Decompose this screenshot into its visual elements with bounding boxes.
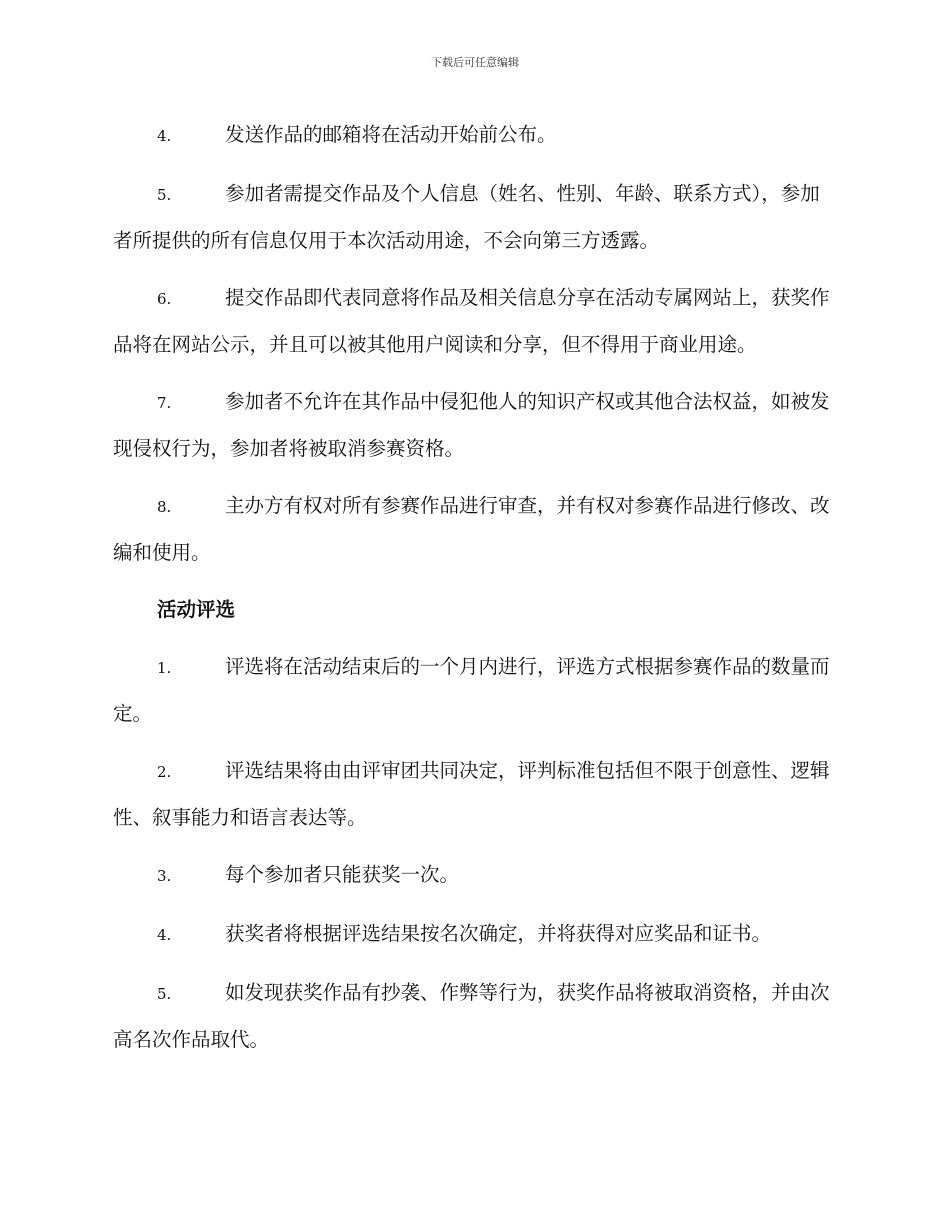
list-item xyxy=(113,970,835,1062)
item-number: 3. xyxy=(157,867,172,885)
list-item xyxy=(113,911,835,958)
list-item xyxy=(113,379,835,471)
item-number: 8. xyxy=(157,498,172,516)
list-item xyxy=(113,483,835,575)
item-number: 5. xyxy=(157,985,172,1003)
list-item xyxy=(113,748,835,840)
item-number: 6. xyxy=(157,290,172,308)
item-number: 7. xyxy=(157,394,172,412)
item-text: 如发现获奖作品有抄袭、作弊等行为，获奖作品将被取消资格，并由次高名次作品取代。 xyxy=(113,981,830,1051)
document-body xyxy=(113,112,835,1074)
item-number: 5. xyxy=(157,186,172,204)
item-text: 主办方有权对所有参赛作品进行审查，并有权对参赛作品进行修改、改编和使用。 xyxy=(113,494,830,564)
page-header: 下载后可任意编辑 xyxy=(431,56,519,69)
item-text: 评选结果将由由评审团共同决定，评判标准包括但不限于创意性、逻辑性、叙事能力和语言表达等。 xyxy=(113,759,830,829)
item-text: 参加者需提交作品及个人信息（姓名、性别、年龄、联系方式），参加者所提供的所有信息仅用于本次活动用途，不会向第三方透露。 xyxy=(113,182,820,252)
item-number: 2. xyxy=(157,763,172,781)
item-text: 提交作品即代表同意将作品及相关信息分享在活动专属网站上，获奖作品将在网站公示，并且可以被其他用户阅读和分享，但不得用于商业用途。 xyxy=(113,286,830,356)
item-text: 获奖者将根据评选结果按名次确定，并将获得对应奖品和证书。 xyxy=(225,922,772,945)
item-text: 发送作品的邮箱将在活动开始前公布。 xyxy=(225,123,557,146)
list-item xyxy=(113,852,835,899)
list-item xyxy=(113,112,835,159)
item-text: 每个参加者只能获奖一次。 xyxy=(225,863,460,886)
item-number: 4. xyxy=(157,127,172,145)
list-item xyxy=(113,275,835,367)
list-item xyxy=(113,171,835,263)
item-text: 参加者不允许在其作品中侵犯他人的知识产权或其他合法权益，如被发现侵权行为，参加者将被取消参赛资格。 xyxy=(113,390,830,460)
section-heading: 活动评选 xyxy=(157,598,236,621)
item-text: 评选将在活动结束后的一个月内进行，评选方式根据参赛作品的数量而定。 xyxy=(113,655,830,725)
list-item xyxy=(113,644,835,736)
item-number: 1. xyxy=(157,659,172,677)
item-number: 4. xyxy=(157,926,172,944)
